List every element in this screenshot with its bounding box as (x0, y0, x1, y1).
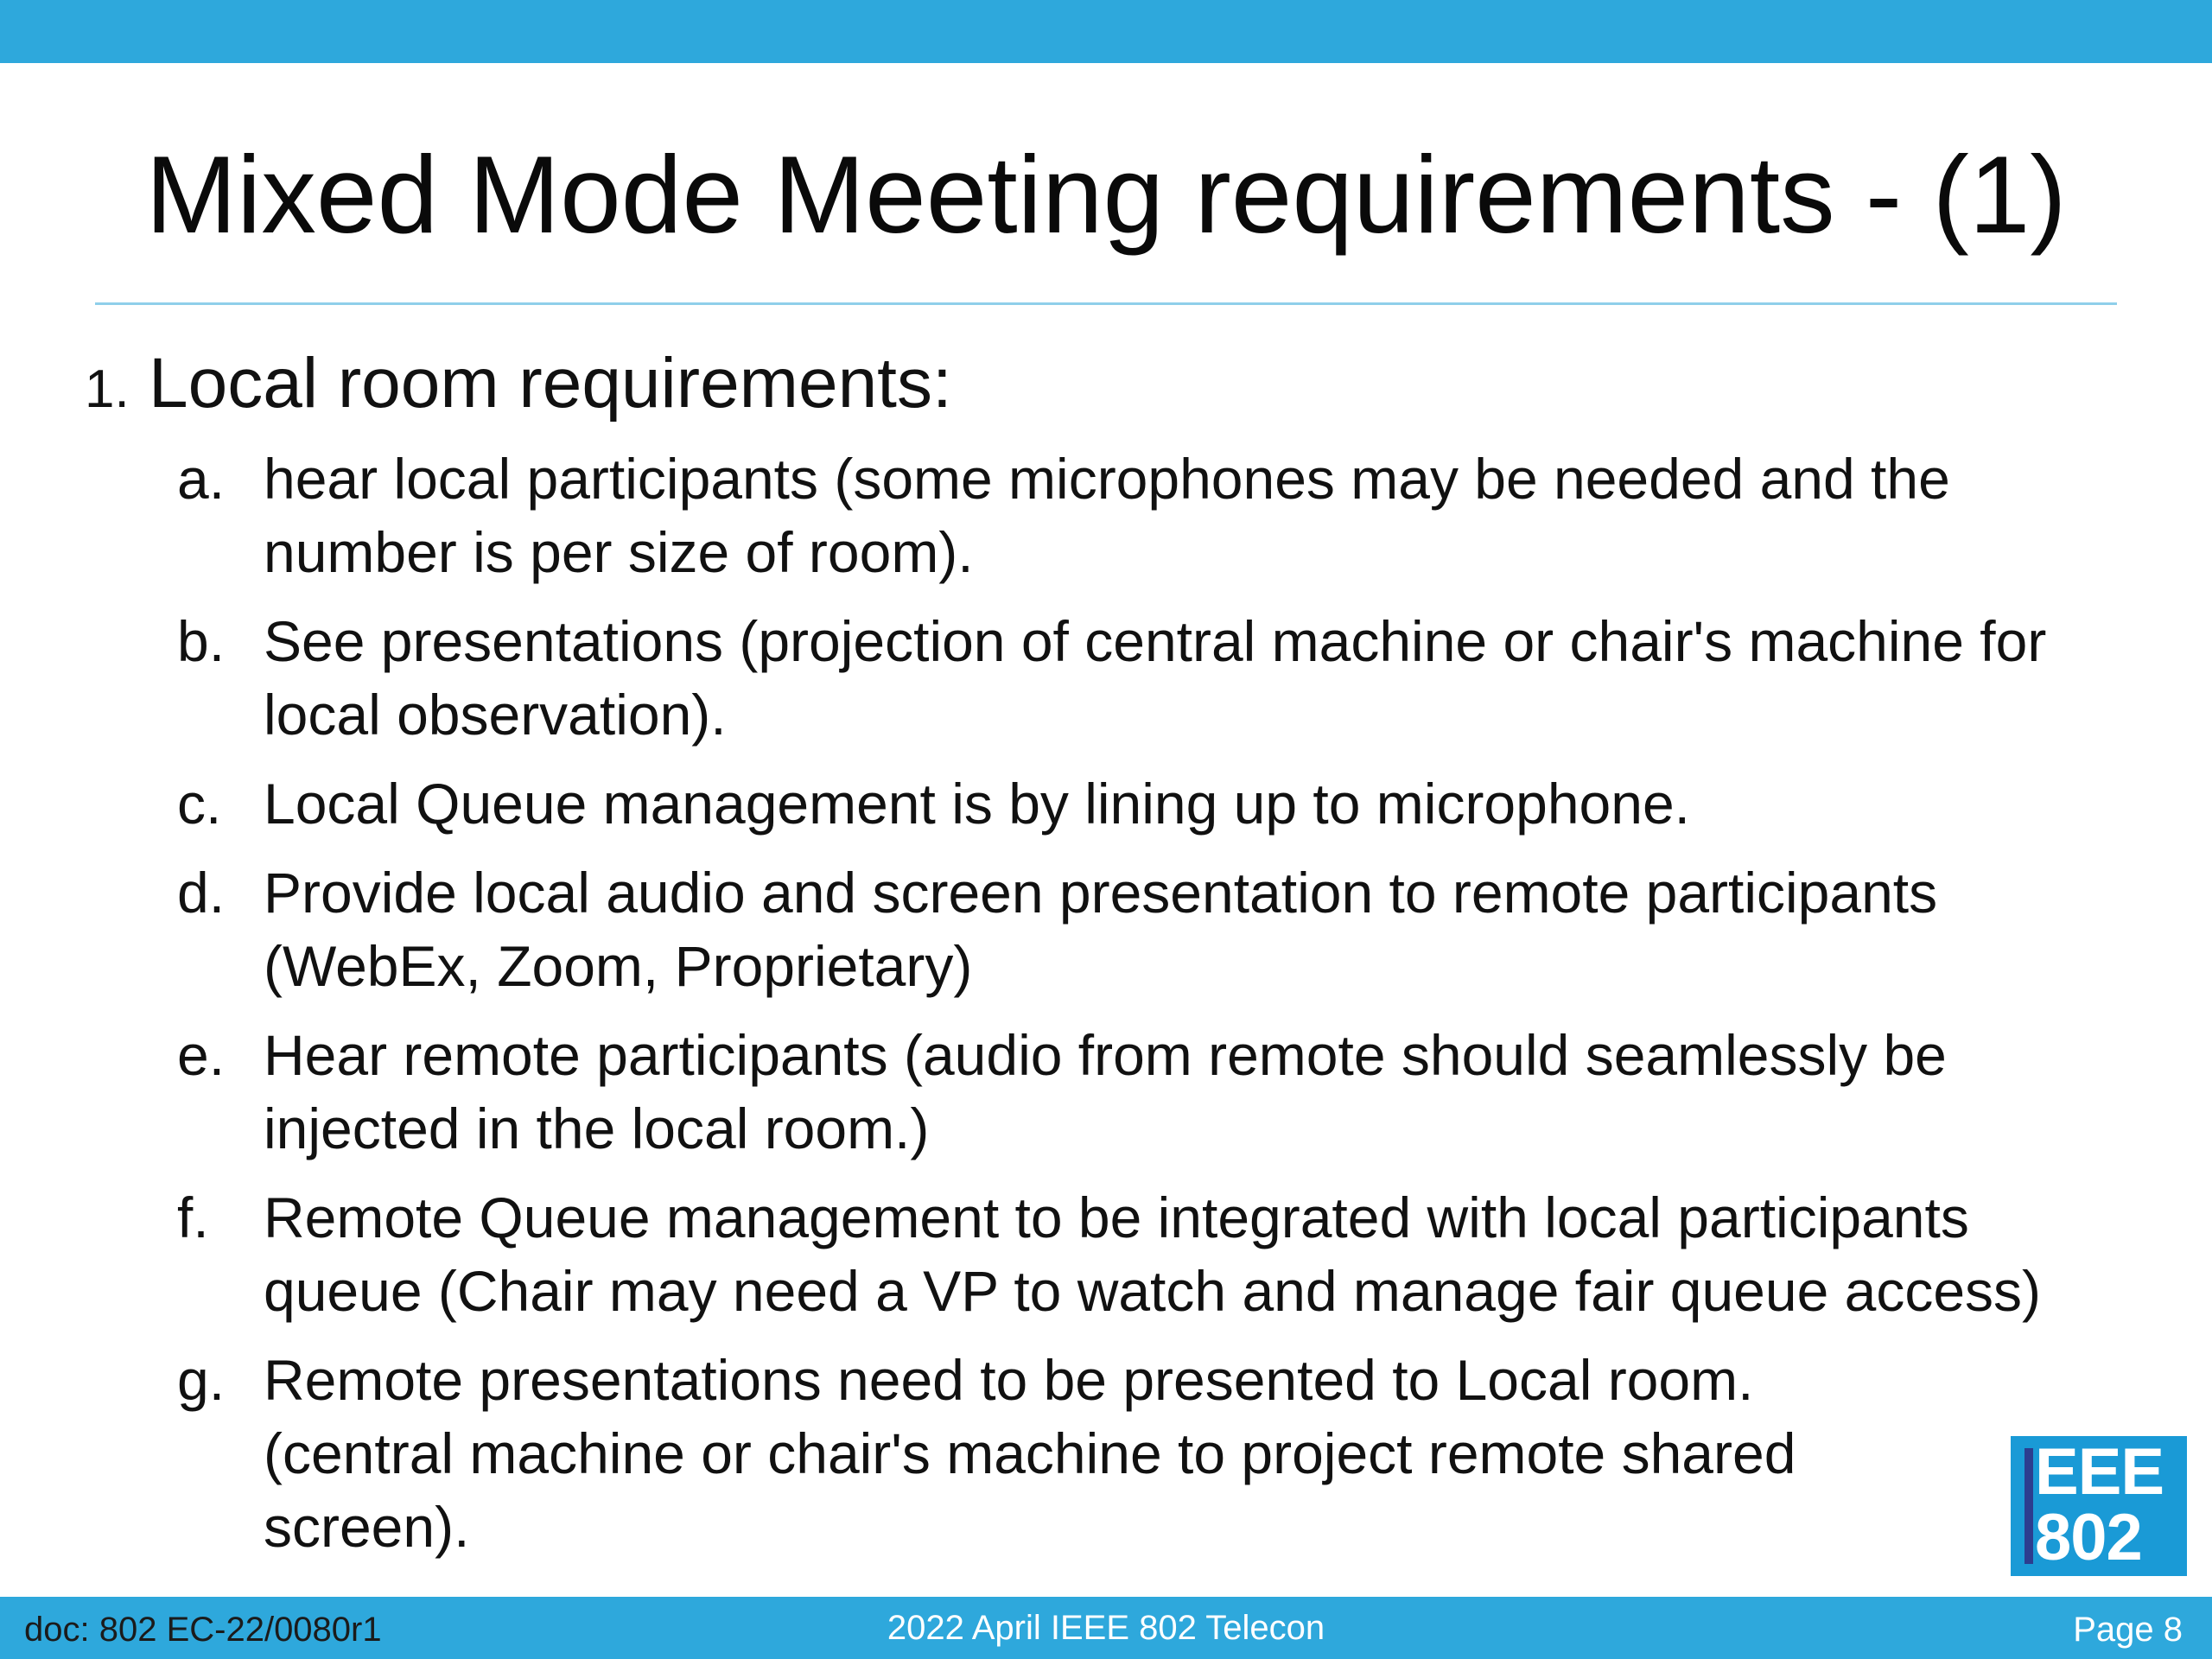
sub-item-text: Local Queue management is by lining up to microphone. (264, 772, 1690, 836)
footer-event: 2022 April IEEE 802 Telecon (887, 1609, 1325, 1647)
main-list-number: 1. (85, 359, 130, 419)
sub-item-marker: b. (177, 609, 226, 673)
sub-item-text: See presentations (projection of central machine or chair's machine for local observation). (264, 609, 2047, 747)
sub-item-g (177, 1344, 2113, 1564)
sub-item-b (177, 605, 2113, 752)
sub-item-a (177, 442, 2113, 589)
footer-page-number: Page 8 (2073, 1611, 2183, 1649)
top-accent-bar (0, 0, 2212, 63)
sub-item-marker: c. (177, 772, 222, 836)
sub-item-text: Remote presentations need to be presented to Local room. (central machine or chair's machine to project remote shared screen). (264, 1348, 1796, 1559)
sub-item-c (177, 767, 2113, 841)
title-divider (95, 302, 2117, 305)
sub-item-d (177, 856, 2113, 1003)
logo-line-1: EEE (2035, 1435, 2164, 1509)
footer-doc-id: doc: 802 EC-22/0080r1 (24, 1611, 382, 1649)
sub-item-e (177, 1019, 2113, 1166)
ieee-802-logo (2011, 1436, 2187, 1576)
footer-bar (0, 1597, 2212, 1659)
requirements-sublist (177, 442, 2113, 1580)
sub-item-f (177, 1181, 2113, 1328)
sub-item-marker: g. (177, 1348, 226, 1412)
main-list-text: Local room requirements: (149, 344, 952, 423)
sub-item-text: Remote Queue management to be integrated with local participants queue (Chair may need a VP to watch and manage fair queue access) (264, 1185, 2042, 1323)
logo-bar (2024, 1448, 2033, 1564)
slide-title: Mixed Mode Meeting requirements - (1) (145, 133, 2067, 256)
sub-item-text: Hear remote participants (audio from remote should seamlessly be injected in the local room.) (264, 1023, 1947, 1160)
sub-item-marker: e. (177, 1023, 226, 1087)
logo-line-2: 802 (2035, 1501, 2142, 1574)
sub-item-marker: f. (177, 1185, 209, 1249)
sub-item-text: Provide local audio and screen presentation to remote participants (WebEx, Zoom, Proprietary) (264, 861, 1938, 998)
main-list-item (85, 344, 952, 443)
sub-item-text: hear local participants (some microphones may be needed and the number is per size of room). (264, 447, 1950, 584)
sub-item-marker: d. (177, 861, 226, 925)
sub-item-marker: a. (177, 447, 226, 511)
